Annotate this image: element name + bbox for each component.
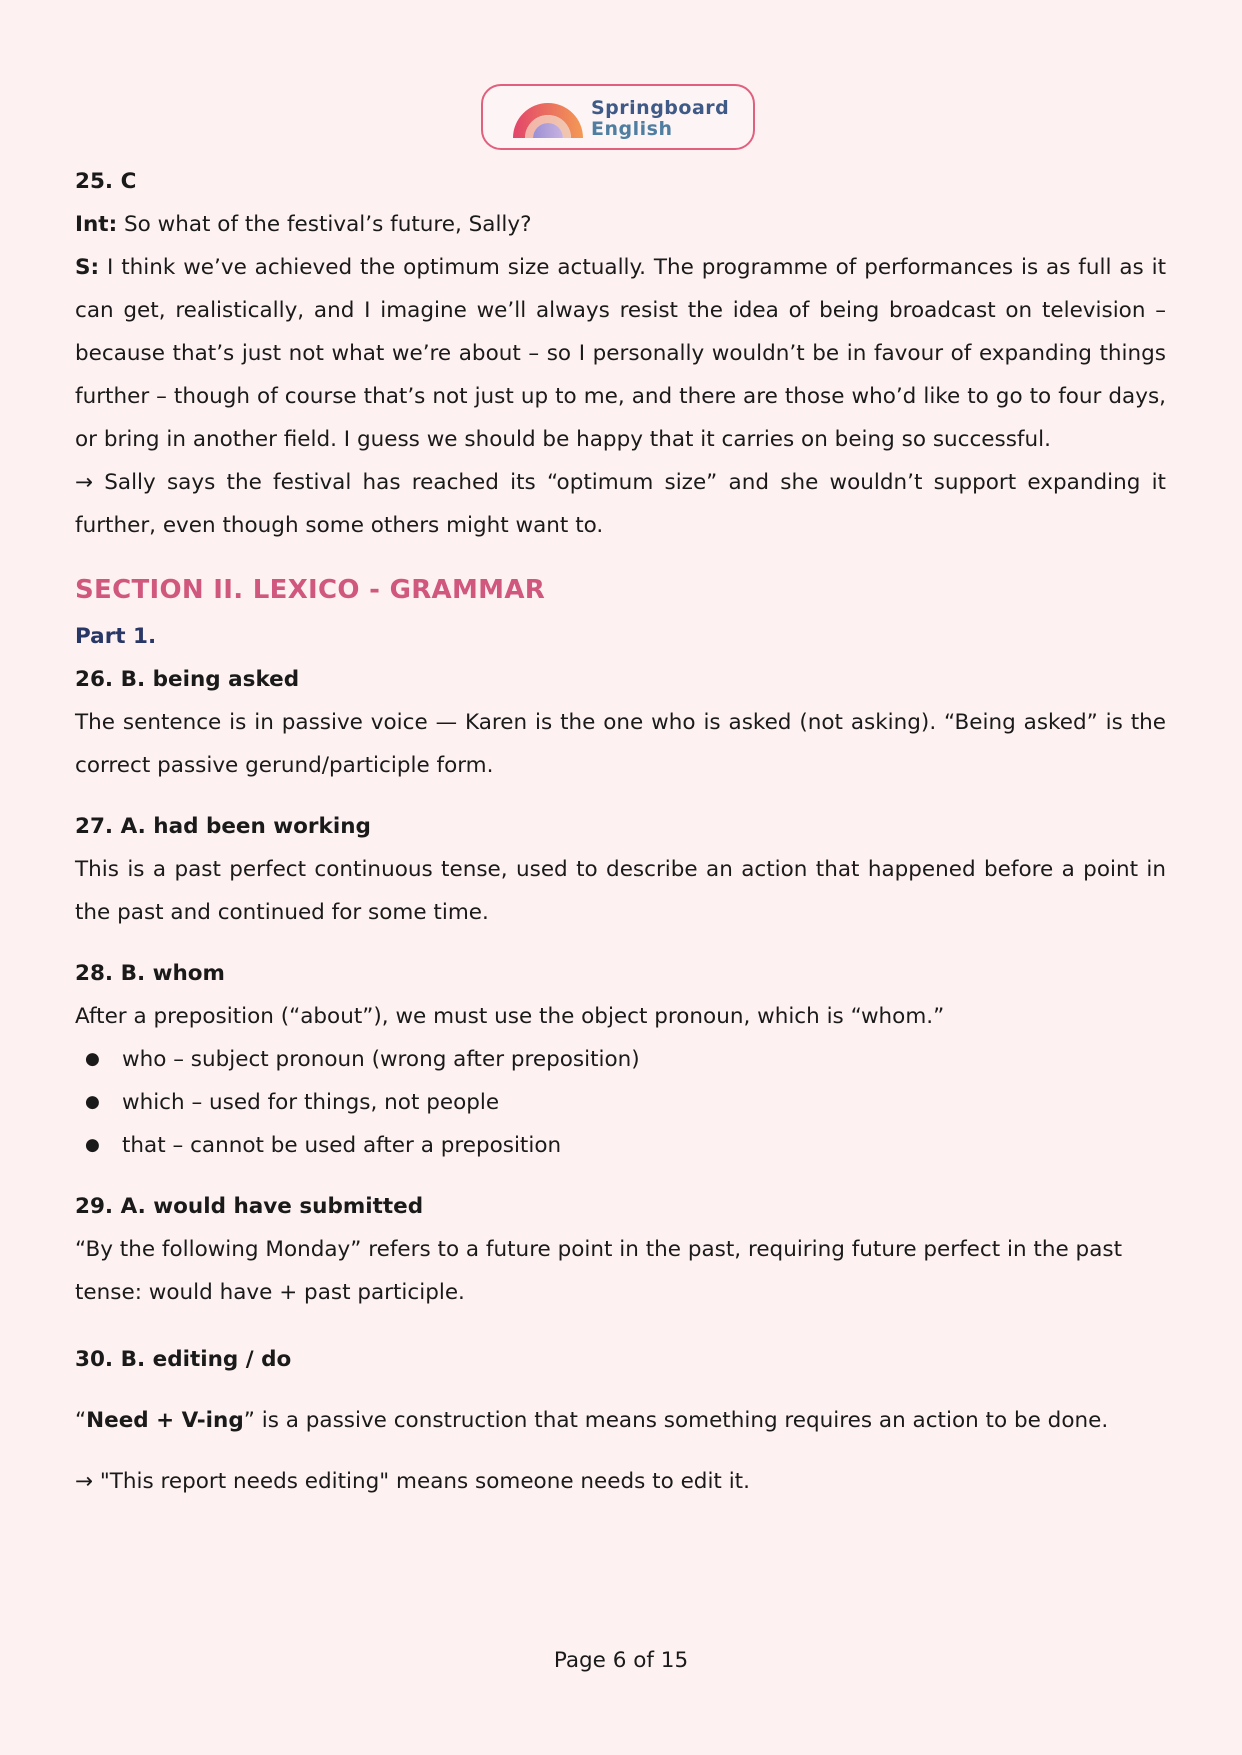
s-label: S: xyxy=(75,255,100,280)
q30-explanation-rest: ” is a passive construction that means something requires an action to be done. xyxy=(243,1408,1109,1433)
part-heading: Part 1. xyxy=(75,624,157,649)
q25-heading: 25. C xyxy=(75,169,137,194)
answer-key-content xyxy=(75,160,1166,1503)
q26-explanation: The sentence is in passive voice — Karen is the one who is asked (not asking). “Being asked” is the correct passive gerund/participle form. xyxy=(75,710,1166,778)
q25-explanation: → Sally says the festival has reached its “optimum size” and she wouldn’t support expanding it further, even though some others might want to. xyxy=(75,470,1166,538)
q25-interviewer-line xyxy=(75,203,1166,246)
logo-wordmark-line1: Springboard xyxy=(591,97,730,119)
q30-heading: 30. B. editing / do xyxy=(75,1347,292,1372)
q26-heading: 26. B. being asked xyxy=(75,667,300,692)
logo-wordmark-line2: English xyxy=(591,118,673,140)
q27-explanation: This is a past perfect continuous tense, used to describe an action that happened before a point in the past and continued for some time. xyxy=(75,857,1166,925)
q29-heading: 29. A. would have submitted xyxy=(75,1194,424,1219)
q28-heading: 28. B. whom xyxy=(75,961,225,986)
q30-note: → "This report needs editing" means someone needs to edit it. xyxy=(75,1469,750,1494)
springboard-english-logo xyxy=(481,84,755,150)
quote-open: “ xyxy=(75,1408,87,1433)
section-title: SECTION II. LEXICO - GRAMMAR xyxy=(75,575,546,605)
q30-explanation xyxy=(75,1399,1166,1442)
s-text: I think we’ve achieved the optimum size actually. The programme of performances is as full as it can get, realistically, and I imagine we’ll always resist the idea of being broadcast on television – because that’s just not what we’re about – so I personally wouldn’t be in favour of expanding things further – though of course that’s not just up to me, and there are those who’d like to go to four days, or bring in another field. I guess we should be happy that it carries on being so successful. xyxy=(75,255,1166,452)
q29-explanation: “By the following Monday” refers to a future point in the past, requiring future perfect in the past tense: would have + past participle. xyxy=(75,1237,1123,1305)
list-item: ● that – cannot be used after a preposition xyxy=(75,1124,1166,1167)
q28-explanation: After a preposition (“about”), we must use the object pronoun, which is “whom.” xyxy=(75,1004,945,1029)
int-label: Int: xyxy=(75,212,118,237)
list-item: ● which – used for things, not people xyxy=(75,1081,1166,1124)
q28-bullet-list xyxy=(75,1038,1166,1167)
q27-heading: 27. A. had been working xyxy=(75,814,371,839)
page-number: Page 6 of 15 xyxy=(553,1648,689,1673)
q25-speaker-line xyxy=(75,246,1166,461)
rainbow-logo-icon xyxy=(511,98,585,140)
list-item: ● who – subject pronoun (wrong after preposition) xyxy=(75,1038,1166,1081)
int-text: So what of the festival’s future, Sally? xyxy=(117,212,532,237)
need-ving-term: Need + V-ing xyxy=(86,1408,244,1433)
